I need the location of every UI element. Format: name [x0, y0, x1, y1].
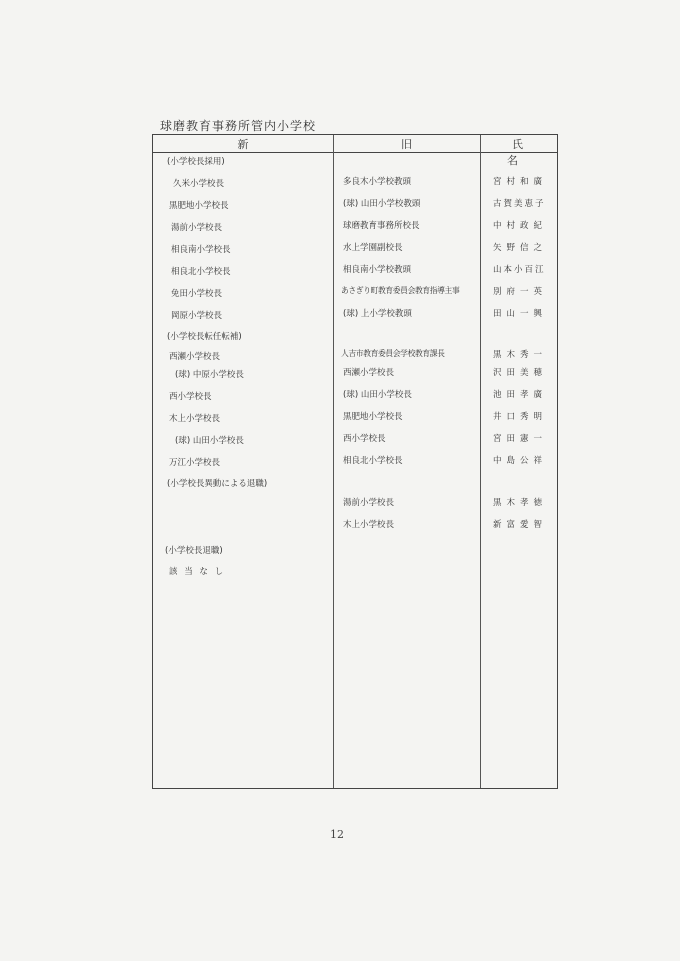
- person-name: 井口秀明: [493, 412, 548, 422]
- person-name: 黒木孝徳: [493, 498, 548, 508]
- new-position: 黒肥地小学校長: [169, 201, 229, 211]
- person-name: 沢田美穂: [493, 368, 548, 378]
- header-old: 旧: [401, 138, 412, 151]
- new-position: 相良南小学校長: [171, 245, 231, 255]
- old-position: 相良北小学校長: [343, 456, 403, 466]
- new-position: (球) 山田小学校長: [175, 436, 244, 446]
- old-position: (球) 山田小学校教頭: [343, 199, 421, 209]
- section-note: 該 当 な し: [169, 567, 226, 577]
- new-position: 相良北小学校長: [171, 267, 231, 277]
- old-position: 黒肥地小学校長: [343, 412, 403, 422]
- person-name: 田山一興: [493, 309, 548, 319]
- document-title: 球磨教育事務所管内小学校: [160, 119, 317, 133]
- new-position: 木上小学校長: [169, 414, 221, 424]
- old-position: 西瀬小学校長: [343, 368, 395, 378]
- section-label: (小学校長退職): [165, 546, 223, 556]
- new-position: 久米小学校長: [173, 179, 225, 189]
- old-position: 多良木小学校教頭: [343, 177, 412, 187]
- person-name: 宮田憲一: [493, 434, 548, 444]
- personnel-table: [152, 134, 562, 789]
- new-position: 西小学校長: [169, 392, 212, 402]
- person-name: 新富愛智: [493, 520, 548, 530]
- new-position: 免田小学校長: [171, 289, 223, 299]
- old-position: 相良南小学校教頭: [343, 265, 412, 275]
- new-position: 万江小学校長: [169, 458, 221, 468]
- person-name: 池田孝廣: [493, 390, 548, 400]
- section-label: (小学校長異動による退職): [167, 479, 268, 489]
- new-position: 西瀬小学校長: [169, 352, 221, 362]
- old-position: 木上小学校長: [343, 520, 395, 530]
- new-position: (球) 中原小学校長: [175, 370, 244, 380]
- old-position: あさぎり町教育委員会教育指導主事: [341, 286, 460, 295]
- new-position: 岡原小学校長: [171, 311, 223, 321]
- old-position: 西小学校長: [343, 434, 386, 444]
- person-name: 中島公祥: [493, 456, 548, 466]
- old-position: (球) 上小学校教頭: [343, 309, 412, 319]
- old-position: 球磨教育事務所校長: [343, 221, 420, 231]
- person-name: 中村政紀: [493, 221, 548, 231]
- old-position: 湯前小学校長: [343, 498, 395, 508]
- old-position: (球) 山田小学校長: [343, 390, 412, 400]
- person-name: 矢野信之: [493, 243, 548, 253]
- header-new: 新: [237, 138, 249, 151]
- person-name: 別府一英: [493, 287, 548, 297]
- column-divider-1: [333, 135, 334, 788]
- page-number: 12: [330, 828, 344, 841]
- person-name: 黒木秀一: [493, 350, 548, 360]
- person-name: 宮村和廣: [493, 177, 548, 187]
- person-name: 古賀美恵子: [493, 199, 546, 209]
- old-position: 人吉市教育委員会学校教育課長: [341, 349, 445, 358]
- person-name: 山本小百江: [493, 265, 546, 275]
- section-label: (小学校長採用): [167, 157, 225, 167]
- old-position: 水上学園副校長: [343, 243, 403, 253]
- section-label: (小学校長転任転補): [167, 332, 242, 342]
- new-position: 湯前小学校長: [171, 223, 223, 233]
- column-divider-2: [480, 135, 481, 788]
- header-name: 氏 名: [507, 138, 562, 167]
